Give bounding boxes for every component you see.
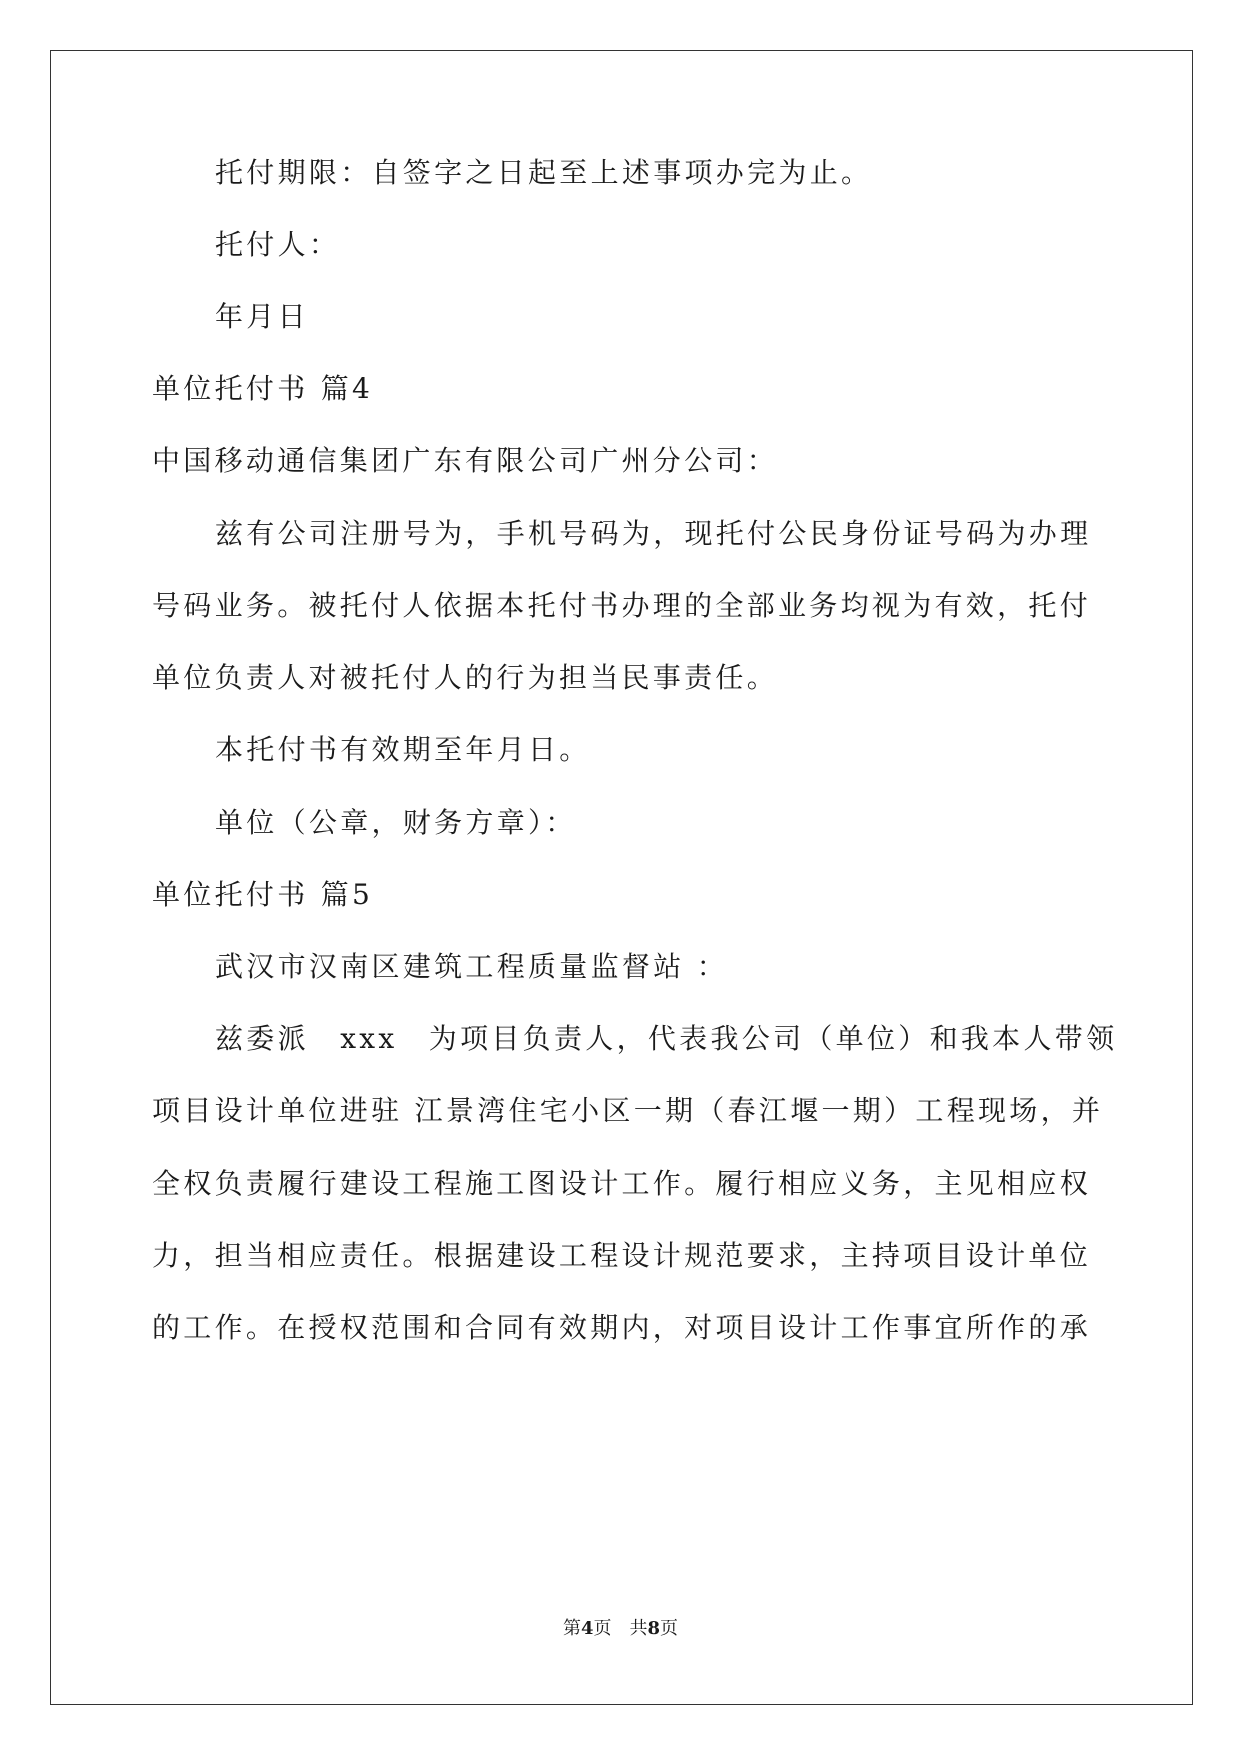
addressee: 中国移动通信集团广东有限公司广州分公司： xyxy=(152,444,779,477)
addressee: 武汉市汉南区建筑工程质量监督站 ： xyxy=(215,950,729,983)
footer-page-number: 4 xyxy=(580,1618,594,1639)
footer-total-prefix: 共 xyxy=(629,1618,648,1639)
section-heading: 单位托付书 篇5 xyxy=(152,878,374,911)
text-line: 单位（公章，财务方章）： xyxy=(215,806,577,839)
footer-total-number: 8 xyxy=(647,1618,661,1639)
text-line: 本托付书有效期至年月日。 xyxy=(215,733,591,766)
text-line: 的工作。在授权范围和合同有效期内，对项目设计工作事宜所作的承 xyxy=(152,1311,1092,1344)
text-line: 兹有公司注册号为，手机号码为，现托付公民身份证号码为办理 xyxy=(215,517,1092,550)
text-line: 托付人： xyxy=(215,228,341,261)
text-line: 力，担当相应责任。根据建设工程设计规范要求，主持项目设计单位 xyxy=(152,1239,1092,1272)
footer-page-prefix: 第 xyxy=(562,1618,581,1639)
text-line: 单位负责人对被托付人的行为担当民事责任。 xyxy=(152,661,779,694)
text-line: 托付期限：自签字之日起至上述事项办完为止。 xyxy=(215,156,873,189)
text-line: 兹委派 xxx 为项目负责人，代表我公司（单位）和我本人带领 xyxy=(215,1022,1118,1055)
footer-page-suffix: 页 xyxy=(593,1618,612,1639)
text-line: 项目设计单位进驻 江景湾住宅小区一期（春江堰一期）工程现场，并 xyxy=(152,1094,1104,1127)
page-footer xyxy=(0,1617,1241,1641)
text-line: 全权负责履行建设工程施工图设计工作。履行相应义务，主见相应权 xyxy=(152,1167,1092,1200)
footer-total-suffix: 页 xyxy=(660,1618,679,1639)
text-line: 年月日 xyxy=(215,300,309,333)
section-heading: 单位托付书 篇4 xyxy=(152,372,374,405)
text-line: 号码业务。被托付人依据本托付书办理的全部业务均视为有效，托付 xyxy=(152,589,1092,622)
